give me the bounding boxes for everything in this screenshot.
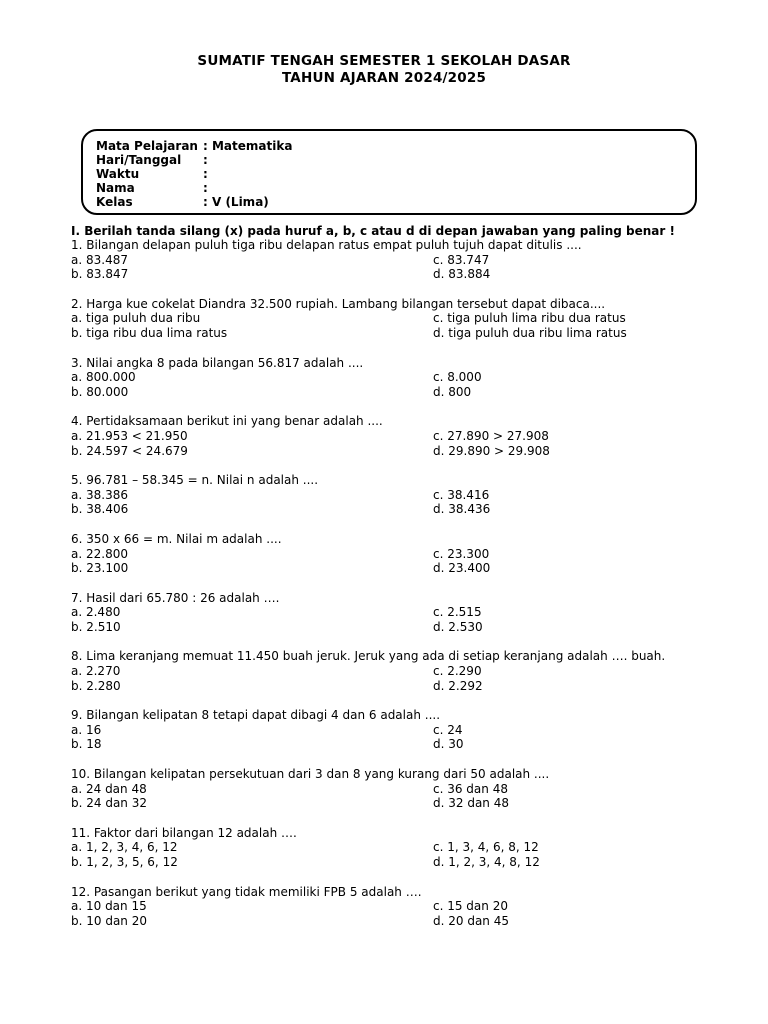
info-row-name	[96, 181, 208, 195]
question-item	[71, 356, 761, 400]
option-a: a. 2.480	[71, 605, 121, 620]
option-row	[71, 267, 761, 282]
option-row	[71, 444, 761, 459]
question-text: 11. Faktor dari bilangan 12 adalah ….	[71, 825, 297, 840]
option-d: d. 30	[433, 737, 464, 752]
question-text: 8. Lima keranjang memuat 11.450 buah jeruk. Jeruk yang ada di setiap keranjang adalah …. buah.	[71, 649, 666, 664]
info-label: Mata Pelajaran	[96, 139, 198, 153]
option-row	[71, 723, 761, 738]
question-item	[71, 414, 761, 458]
question-item	[71, 473, 761, 517]
option-d: d. 38.436	[433, 502, 491, 517]
option-b: b. 1, 2, 3, 5, 6, 12	[71, 855, 178, 869]
option-row	[71, 605, 761, 620]
option-row	[71, 370, 761, 385]
option-c: c. tiga puluh lima ribu dua ratus	[433, 311, 626, 326]
question-text: 9. Bilangan kelipatan 8 tetapi dapat dibagi 4 dan 6 adalah ....	[71, 708, 441, 723]
option-d: d. 29.890 > 29.908	[433, 443, 550, 458]
option-row	[71, 899, 761, 914]
document-subtitle: TAHUN AJARAN 2024/2025	[281, 70, 487, 86]
info-label: Kelas	[96, 195, 133, 209]
question-item	[71, 826, 761, 870]
option-b: b. 2.510	[71, 619, 121, 634]
question-text: 6. 350 x 66 = m. Nilai m adalah ....	[71, 531, 282, 546]
info-row-subject	[96, 139, 292, 153]
question-text: 7. Hasil dari 65.780 : 26 adalah ….	[71, 590, 280, 605]
question-item	[71, 767, 761, 811]
option-row	[71, 855, 761, 870]
option-c: c. 83.747	[433, 252, 490, 267]
info-value: :	[203, 181, 208, 195]
option-c: c. 15 dan 20	[433, 899, 508, 914]
question-text: 5. 96.781 – 58.345 = n. Nilai n adalah ....	[71, 473, 319, 488]
option-row	[71, 914, 761, 929]
option-row	[71, 253, 761, 268]
option-row	[71, 561, 761, 576]
option-c: c. 1, 3, 4, 6, 8, 12	[433, 840, 539, 855]
option-c: c. 36 dan 48	[433, 781, 508, 796]
question-item	[71, 591, 761, 635]
option-c: c. 27.890 > 27.908	[433, 428, 549, 443]
info-value: :	[203, 153, 208, 167]
option-b: b. 18	[71, 737, 102, 752]
info-value: : Matematika	[203, 139, 293, 153]
option-c: c. 2.515	[433, 605, 482, 620]
option-b: b. tiga ribu dua lima ratus	[71, 325, 228, 340]
info-label: Nama	[96, 181, 135, 195]
option-c: c. 23.300	[433, 546, 490, 561]
option-a: a. 24 dan 48	[71, 781, 147, 796]
option-row	[71, 311, 761, 326]
option-d: d. tiga puluh dua ribu lima ratus	[433, 325, 627, 340]
question-item	[71, 532, 761, 576]
option-d: d. 32 dan 48	[433, 796, 509, 811]
document-title: SUMATIF TENGAH SEMESTER 1 SEKOLAH DASAR	[197, 53, 571, 69]
option-d: d. 2.530	[433, 619, 483, 634]
option-row	[71, 488, 761, 503]
option-a: a. 800.000	[71, 370, 136, 385]
option-a: a. 1, 2, 3, 4, 6, 12	[71, 840, 178, 855]
question-item	[71, 238, 761, 282]
option-a: a. 21.953 < 21.950	[71, 428, 188, 443]
question-text: 2. Harga kue cokelat Diandra 32.500 rupiah. Lambang bilangan tersebut dapat dibaca....	[71, 296, 606, 311]
option-b: b. 10 dan 20	[71, 913, 147, 928]
question-item	[71, 649, 761, 693]
question-text: 1. Bilangan delapan puluh tiga ribu delapan ratus empat puluh tujuh dapat ditulis ....	[71, 238, 582, 252]
question-text: 3. Nilai angka 8 pada bilangan 56.817 adalah ....	[71, 355, 364, 370]
option-row	[71, 502, 761, 517]
info-value: : V (Lima)	[203, 195, 269, 209]
option-c: c. 24	[433, 722, 463, 737]
option-row	[71, 547, 761, 562]
question-text: 10. Bilangan kelipatan persekutuan dari 3 dan 8 yang kurang dari 50 adalah ....	[71, 767, 550, 782]
option-b: b. 2.280	[71, 678, 121, 693]
instruction-text: I. Berilah tanda silang (x) pada huruf a, b, c atau d di depan jawaban yang paling benar !	[71, 224, 675, 238]
option-row	[71, 385, 761, 400]
info-row-class	[96, 195, 269, 209]
option-row	[71, 326, 761, 341]
option-a: a. 16	[71, 722, 102, 737]
option-d: d. 2.292	[433, 678, 483, 693]
option-row	[71, 796, 761, 811]
info-row-date	[96, 153, 208, 167]
question-list	[71, 238, 761, 943]
option-d: d. 83.884	[433, 267, 491, 282]
info-label: Hari/Tanggal	[96, 153, 182, 167]
info-label: Waktu	[96, 167, 140, 181]
option-row	[71, 782, 761, 797]
option-c: c. 2.290	[433, 664, 482, 679]
question-item	[71, 708, 761, 752]
question-item	[71, 885, 761, 929]
option-b: b. 38.406	[71, 502, 129, 517]
option-b: b. 83.847	[71, 267, 129, 282]
option-d: d. 800	[433, 384, 472, 399]
question-text: 12. Pasangan berikut yang tidak memiliki FPB 5 adalah ….	[71, 884, 422, 899]
option-row	[71, 620, 761, 635]
option-d: d. 20 dan 45	[433, 913, 509, 928]
option-a: a. tiga puluh dua ribu	[71, 311, 201, 326]
option-d: d. 23.400	[433, 561, 491, 576]
option-a: a. 22.800	[71, 546, 128, 561]
option-c: c. 8.000	[433, 370, 482, 385]
option-b: b. 24.597 < 24.679	[71, 443, 188, 458]
option-row	[71, 679, 761, 694]
option-row	[71, 840, 761, 855]
option-row	[71, 664, 761, 679]
option-b: b. 80.000	[71, 384, 129, 399]
question-item	[71, 297, 761, 341]
info-row-time	[96, 167, 208, 181]
option-a: a. 2.270	[71, 664, 121, 679]
option-row	[71, 737, 761, 752]
question-text: 4. Pertidaksamaan berikut ini yang benar adalah ....	[71, 414, 383, 429]
option-a: a. 83.487	[71, 252, 128, 267]
option-row	[71, 429, 761, 444]
option-b: b. 24 dan 32	[71, 796, 147, 811]
option-d: d. 1, 2, 3, 4, 8, 12	[433, 855, 540, 869]
option-a: a. 38.386	[71, 487, 128, 502]
option-a: a. 10 dan 15	[71, 899, 147, 914]
info-value: :	[203, 167, 208, 181]
option-c: c. 38.416	[433, 487, 490, 502]
option-b: b. 23.100	[71, 561, 129, 576]
